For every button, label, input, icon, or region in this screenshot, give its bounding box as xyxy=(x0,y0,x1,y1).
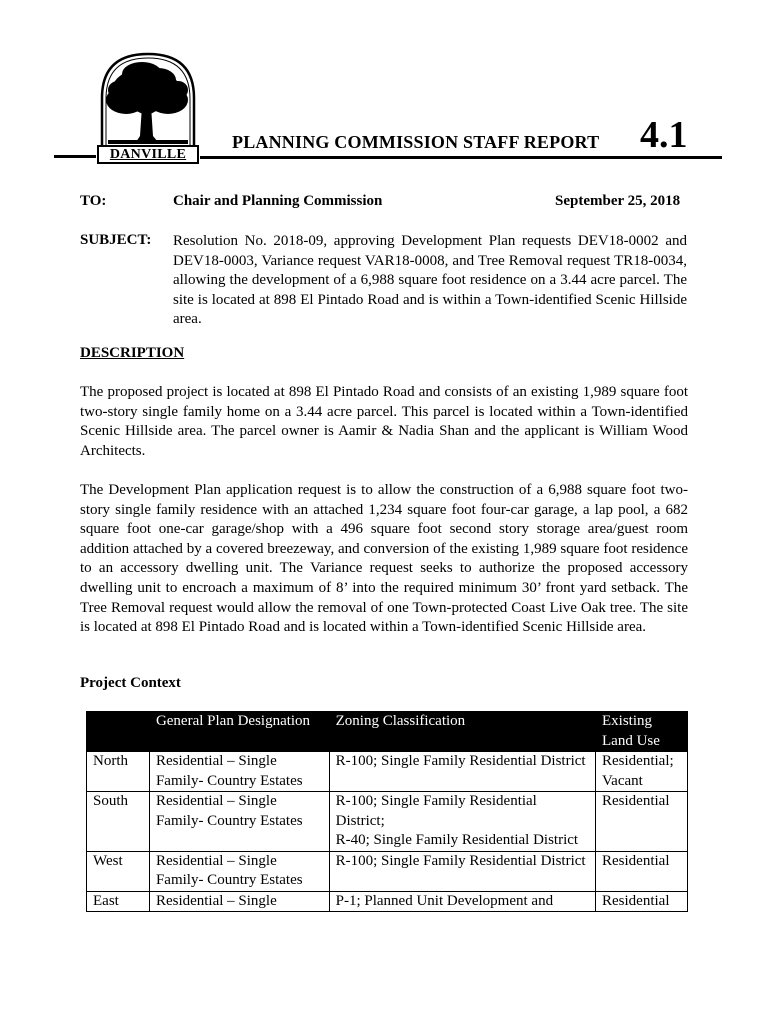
zoning-entry: P-1; Planned Unit Development and xyxy=(335,892,554,909)
row-direction: North xyxy=(87,752,150,792)
table-row xyxy=(87,851,688,891)
row-direction: West xyxy=(87,851,150,891)
column-header-land-use: Existing Land Use xyxy=(596,712,688,752)
zoning-entry: R-100; Single Family Residential District; xyxy=(335,793,537,829)
column-header-general-plan: General Plan Designation xyxy=(149,712,329,752)
subject-label: SUBJECT: xyxy=(80,232,152,248)
table-header-row xyxy=(87,712,688,752)
header-rule-left xyxy=(54,155,96,158)
row-general-plan: Residential – Single Family- Country Estates xyxy=(149,851,329,891)
column-header-zoning: Zoning Classification xyxy=(329,712,595,752)
danville-logo xyxy=(96,50,200,164)
report-title: PLANNING COMMISSION STAFF REPORT xyxy=(232,132,600,152)
subject-text: Resolution No. 2018-09, approving Development Plan requests DEV18-0002 and DEV18-0003, Variance request VAR18-0008, and Tree Removal request TR18-0034, allowing the development of a 6,988 square foot residence on a 3.44 acre parcel. The site is located at 898 El Pintado Road and is within a Town-identified Scenic Hillside area. xyxy=(173,233,687,328)
logo-wordmark: DANVILLE xyxy=(109,147,187,162)
report-date: September 25, 2018 xyxy=(555,193,681,209)
description-paragraph-1: The proposed project is located at 898 El Pintado Road and consists of an existing 1,989 square foot two-story single family home on a 3.44 acre parcel. This parcel is located within a Town-identified Scenic Hillside area. The parcel owner is Aamir & Nadia Shan and the applicant is William Wood Architects. xyxy=(80,384,688,459)
row-zoning xyxy=(329,851,595,891)
description-paragraph-2: The Development Plan application request is to allow the construction of a 6,988 square foot two-story single family residence with an attached 1,234 square foot four-car garage, a lap pool, a 682 square foot one-car garage/shop with a 496 square foot second story storage area/guest room addition attached by a covered breezeway, and conversion of the existing 1,989 square foot residence to an accessory dwelling unit. The Variance request seeks to authorize the proposed accessory dwelling unit to encroach a maximum of 8’ into the required minimum 30’ front yard setback. The Tree Removal request would allow the removal of one Town-protected Coast Live Oak tree. The site is located at 898 El Pintado Road and is located within a Town-identified Scenic Hillside area. xyxy=(80,482,688,636)
zoning-entry: R-40; Single Family Residential District xyxy=(335,832,579,848)
row-general-plan: Residential – Single Family- Country Estates xyxy=(149,792,329,852)
row-zoning xyxy=(329,752,595,792)
column-header-direction xyxy=(87,712,150,752)
table-row xyxy=(87,891,688,912)
row-general-plan: Residential – Single Family- Country Estates xyxy=(149,752,329,792)
row-zoning xyxy=(329,792,595,852)
description-heading: DESCRIPTION xyxy=(80,345,185,361)
row-direction: South xyxy=(87,792,150,852)
zoning-entry: R-100; Single Family Residential District xyxy=(335,852,586,869)
row-general-plan: Residential – Single xyxy=(149,891,329,912)
row-land-use: Residential; Vacant xyxy=(596,752,688,792)
zoning-entry: R-100; Single Family Residential District xyxy=(335,753,586,769)
row-land-use: Residential xyxy=(596,792,688,852)
table-row xyxy=(87,792,688,852)
table-row xyxy=(87,752,688,792)
project-context-heading: Project Context xyxy=(80,675,181,691)
to-label: TO: xyxy=(80,193,107,209)
to-recipient: Chair and Planning Commission xyxy=(173,193,383,209)
row-land-use: Residential xyxy=(596,851,688,891)
row-zoning xyxy=(329,891,595,912)
row-land-use: Residential xyxy=(596,891,688,912)
row-direction: East xyxy=(87,891,150,912)
agenda-item-number: 4.1 xyxy=(640,114,688,156)
project-context-table xyxy=(86,711,688,912)
